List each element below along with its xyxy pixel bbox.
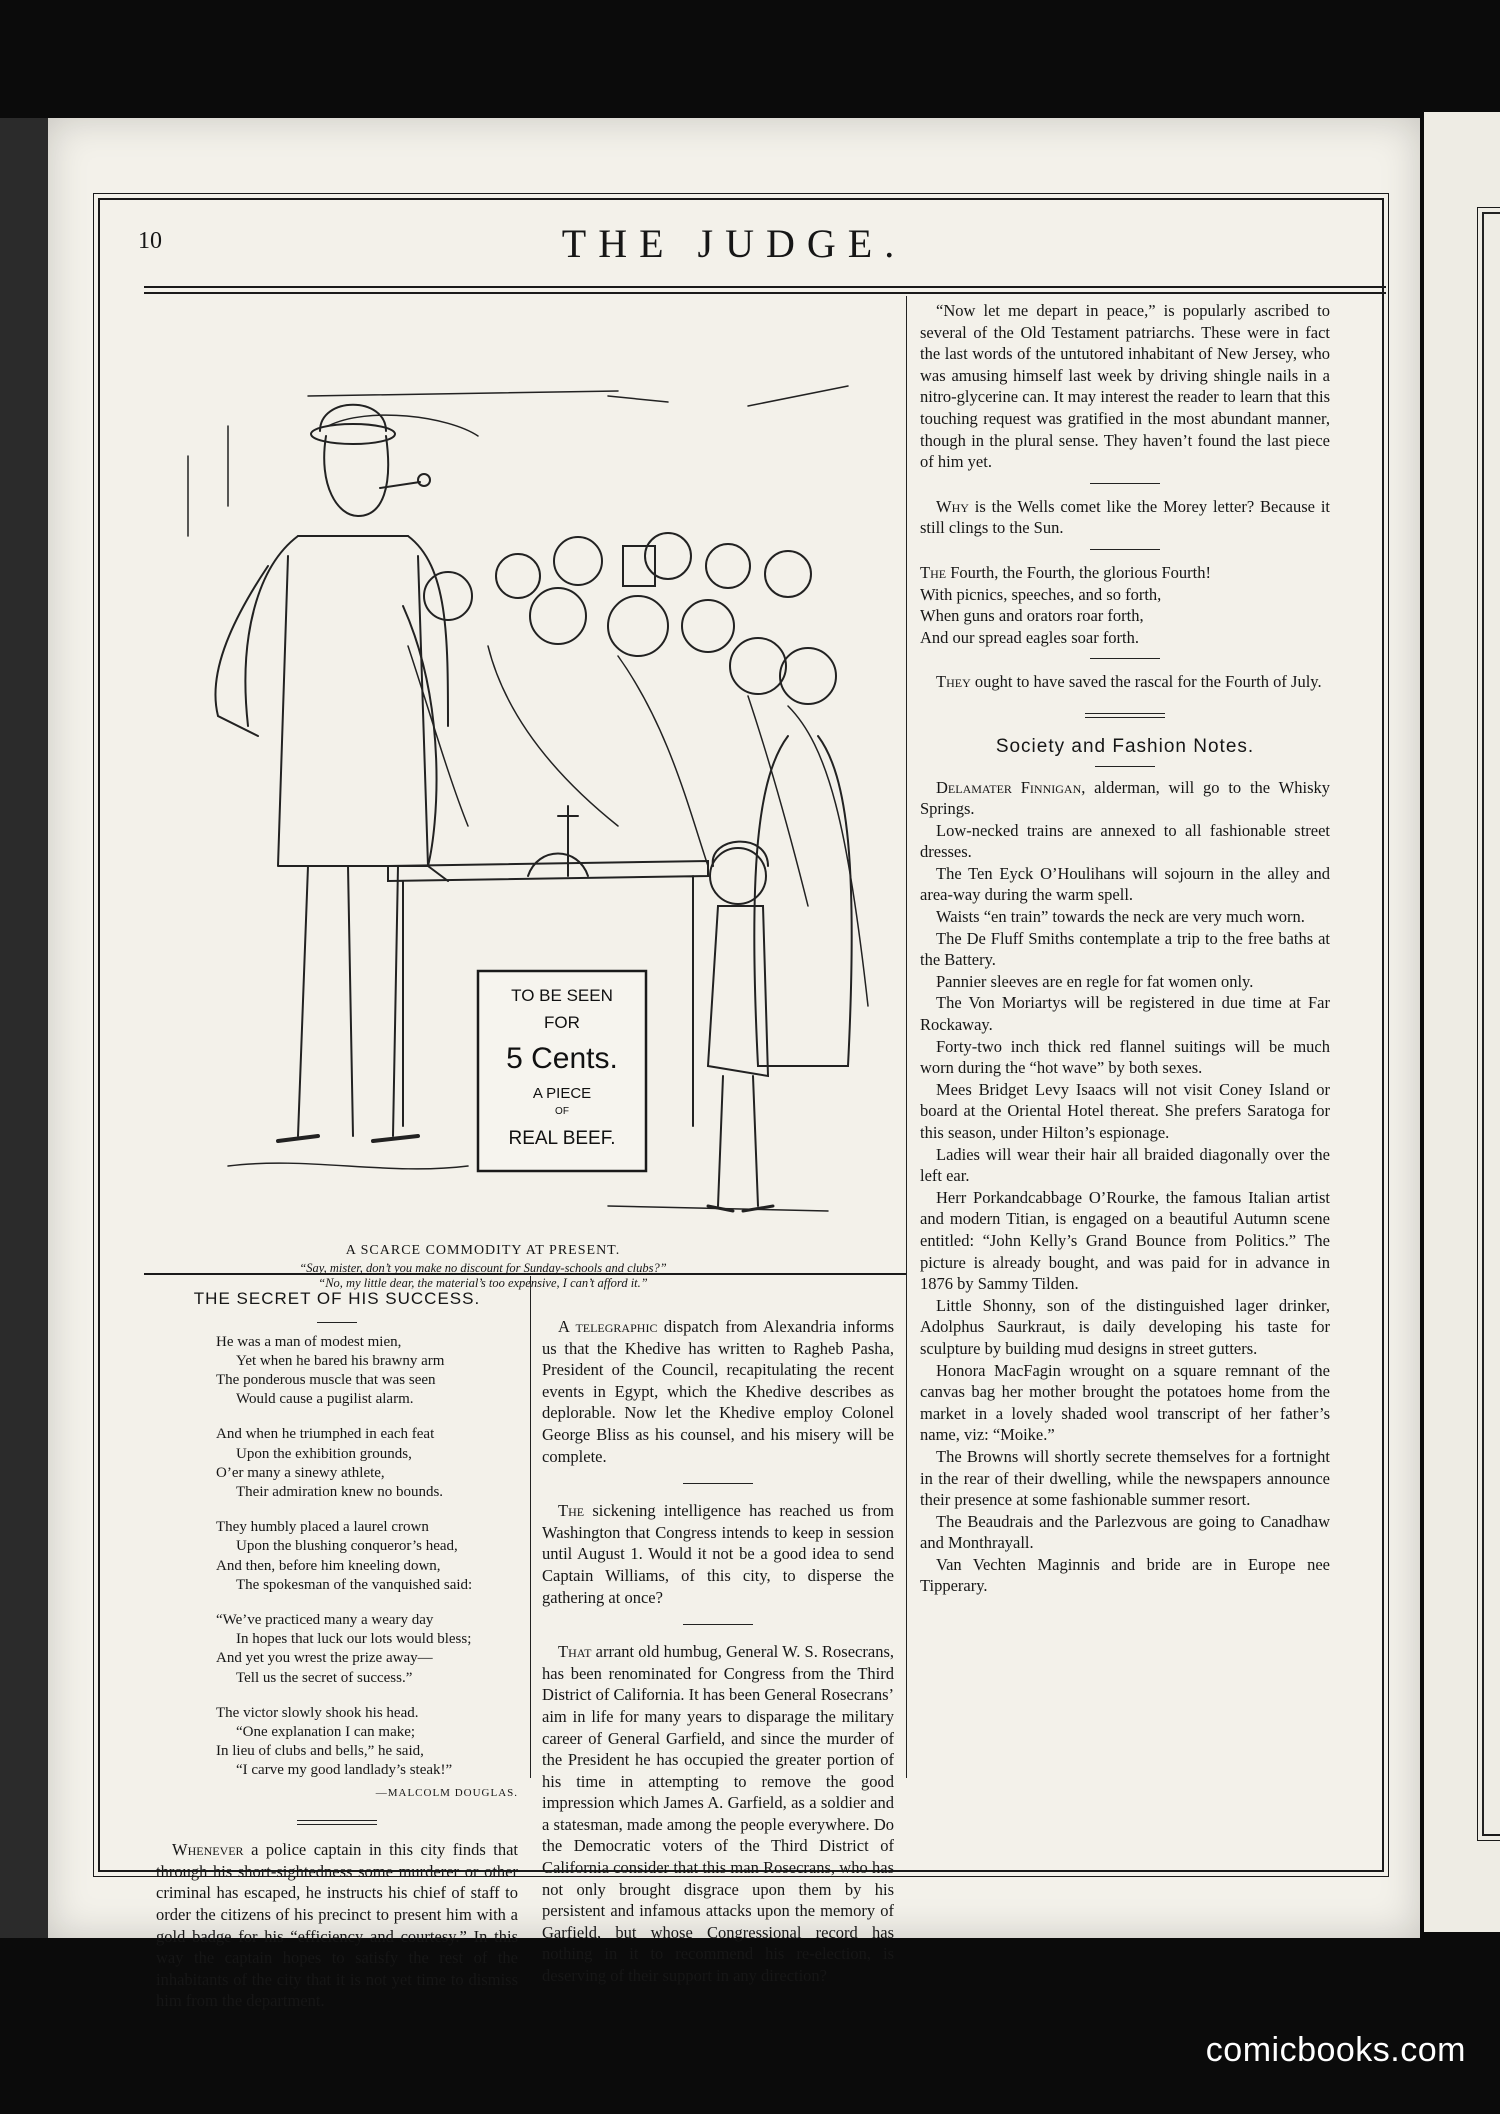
masthead-rule [144,286,1386,288]
fourth-verse [920,562,1330,648]
new-jersey-item: “Now let me depart in peace,” is popularly ascribed to several of the Old Testament patriarchs. These were in fact the last words of the untutored inhabitant of New Jersey, who was amusing himself last week by driving shingle nails in a nitro-glycerine can. It may interest the reader to learn that this touching request was gratified in the most abundant manner, though in the plural sense. They haven’t found the last piece of him yet. [920,301,1330,472]
cartoon-illustration [148,306,898,1226]
poem-title: THE SECRET OF HIS SUCCESS. [193,1289,481,1308]
poem [216,1333,518,1781]
society-heading: Society and Fashion Notes. [995,735,1255,757]
society-note: The Von Moriartys will be registered in due time at Far Rockaway. [920,993,1330,1035]
society-note: The Ten Eyck O’Houlihans will sojourn in the alley and area-way during the warm spell. [920,863,1330,905]
poem-stanza [216,1333,518,1410]
rosecrans-item: That arrant old humbug, General W. S. Rosecrans, has been renominated for Congress from the Third District of California. It has been General Rosecrans’ aim in life for many years to disparage the military career of General Garfield, and since the murder of the President he has occupied the greater portion of his time in attempting to remove the good impression which James A. Garfield, as a soldier and a statesman, made among the people everywhere. Do the Democratic voters of the Third District of California consider that this man Rosecrans, who has not only brought disgrace upon them by his persistent and infamous attacks upon the memory of Garfield, but whose Congressional record has nothing in it to recommend his re-election, is deserving of their support in any direction? [542,1642,894,1986]
poem-line: In lieu of clubs and bells,” he said, [216,1743,424,1760]
verse-line: When guns and orators roar forth, [920,606,1144,626]
poem-line: In hopes that luck our lots would bless; [236,1631,472,1648]
society-note: Pannier sleeves are en regle for fat women only. [936,971,1254,991]
poem-line: “We’ve practiced many a weary day [216,1612,434,1629]
society-note: Low-necked trains are annexed to all fashionable street dresses. [920,820,1330,862]
sign-text-line: OF [555,1106,569,1117]
society-note: Van Vechten Maginnis and bride are in Europe nee Tipperary. [920,1554,1330,1596]
society-note: The Beaudrais and the Parlezvous are going to Canadhaw and Monthrayall. [920,1511,1330,1553]
sign-text-line: A PIECE [532,1085,592,1102]
poem-line: And yet you wrest the prize away— [216,1650,433,1667]
poem-line: Tell us the secret of success.” [236,1669,413,1686]
society-note: Forty-two inch thick red flannel suitings will be much worn during the “hot wave” by both sexes. [920,1036,1330,1078]
left-column [156,1288,518,2012]
society-note: Honora MacFagin wrought on a square remnant of the canvas bag her mother brought the potatoes home from the market in a lovely shaded wool transcript of her father’s name, viz: “Moike.” [920,1360,1330,1445]
poem-stanza [216,1425,518,1502]
khedive-item: A telegraphic dispatch from Alexandria informs us that the Khedive has written to Ragheb Pasha, President of the Council, recapitulating the recent events in Egypt, which the Khedive describes as deplorable. Now let the Khedive employ Colonel George Bliss as his counsel, and his misery will be complete. [542,1317,894,1466]
sign-text-line: REAL BEEF. [508,1128,616,1149]
poem-line: The victor slowly shook his head. [216,1704,419,1721]
column-rule [530,1276,531,1778]
poem-line: “I carve my good landlady’s steak!” [236,1762,453,1779]
society-note: Mees Bridget Levy Isaacs will not visit Coney Island or board at the Oriental Hotel thereat. She prefers Saratoga for this season, under Hilton’s espionage. [920,1079,1330,1142]
society-note: Ladies will wear their hair all braided diagonally over the left ear. [920,1144,1330,1186]
column-rule [906,296,907,1778]
poem-line: He was a man of modest mien, [216,1333,402,1350]
society-note: Delamater Finnigan, alderman, will go to the Whisky Springs. [920,777,1330,819]
comet-item: Why is the Wells comet like the Morey letter? Because it still clings to the Sun. [920,496,1330,538]
society-note: The Browns will shortly secrete themselves for a fortnight in the rear of their dwelling, while the newspapers announce their presence at some fashionable summer resort. [920,1446,1330,1510]
sign-text-line: 5 Cents. [506,1042,618,1075]
scan-binding-edge [0,118,48,1938]
poem-line: The spokesman of the vanquished said: [236,1576,473,1593]
rascal-item: They ought to have saved the rascal for the Fourth of July. [936,672,1322,692]
page-number: 10 [138,228,162,254]
poem-line: Upon the exhibition grounds, [236,1445,412,1462]
poem-stanza [216,1704,518,1781]
society-note: Waists “en train” towards the neck are very much worn. [936,907,1305,927]
poem-line: The ponderous muscle that was seen [216,1372,436,1388]
congress-item: The sickening intelligence has reached us from Washington that Congress intends to keep in session until August 1. Would it not be a good idea to send Captain Williams, of this city, to disperse the gathering at once? [542,1501,894,1607]
poem-line: They humbly placed a laurel crown [216,1519,429,1536]
cartoon-caption-line: “No, my little dear, the material’s too expensive, I can’t afford it.” [318,1276,648,1290]
poem-stanza [216,1518,518,1595]
verse-line: With picnics, speeches, and so forth, [920,584,1162,604]
masthead-title: THE JUDGE. [561,221,907,266]
police-captain-item: Whenever a police captain in this city finds that through his short-sightedness some murderer or other criminal has escaped, he instructs his chief of staff to order the citizens of his precinct to present him with a gold badge for his “efficiency and courtesy.” In this way the captain hopes to satisfy the rest of the inhabitants of the city that it is not yet time to dismiss him from the department. [156,1840,518,2011]
poem-line: And then, before him kneeling down, [216,1557,441,1574]
poem-line: Upon the blushing conqueror’s head, [236,1538,458,1555]
society-note: Herr Porkandcabbage O’Rourke, the famous Italian artist and modern Titian, is engaged on a beautiful Autumn scene entitled: “John Kelly’s Grand Bounce from Politics.” The picture is already bought, and was paid for in advance in 1876 by Sammy Tilden. [920,1187,1330,1294]
middle-column [542,1316,894,1987]
society-note: The De Fluff Smiths contemplate a trip to the free baths at the Battery. [920,928,1330,970]
poem-stanza [216,1611,518,1688]
poem-line: O’er many a sinewy athlete, [216,1464,385,1481]
sign-text-line: TO BE SEEN [511,986,613,1005]
masthead-rule [144,292,1386,294]
poem-line: Yet when he bared his brawny arm [236,1352,445,1369]
verse-line: And our spread eagles soar forth. [920,627,1140,647]
cartoon-caption-line: “Say, mister, don’t you make no discount for Sunday-schools and clubs?” [299,1261,667,1275]
sign-text-line: FOR [544,1013,580,1032]
poem-line: Their admiration knew no bounds. [236,1484,444,1501]
cartoon-caption-title: A SCARCE COMMODITY AT PRESENT. [345,1243,621,1258]
poem-line: And when he triumphed in each feat [216,1426,435,1443]
adjacent-page-edge [1424,112,1500,1932]
verse-line: The Fourth, the Fourth, the glorious Fourth! [920,562,1211,582]
poem-line: Would cause a pugilist alarm. [236,1391,414,1408]
magazine-page [48,118,1420,2011]
society-notes-list [920,777,1330,1598]
poem-line: “One explanation I can make; [236,1724,416,1741]
site-watermark: comicbooks.com [1205,2031,1466,2069]
poem-author: —MALCOLM DOUGLAS. [375,1786,518,1799]
right-column [920,300,1330,1597]
society-note: Little Shonny, son of the distinguished lager drinker, Adolphus Saurkraut, is daily developing his taste for sculpture by building mud designs in street gutters. [920,1295,1330,1358]
